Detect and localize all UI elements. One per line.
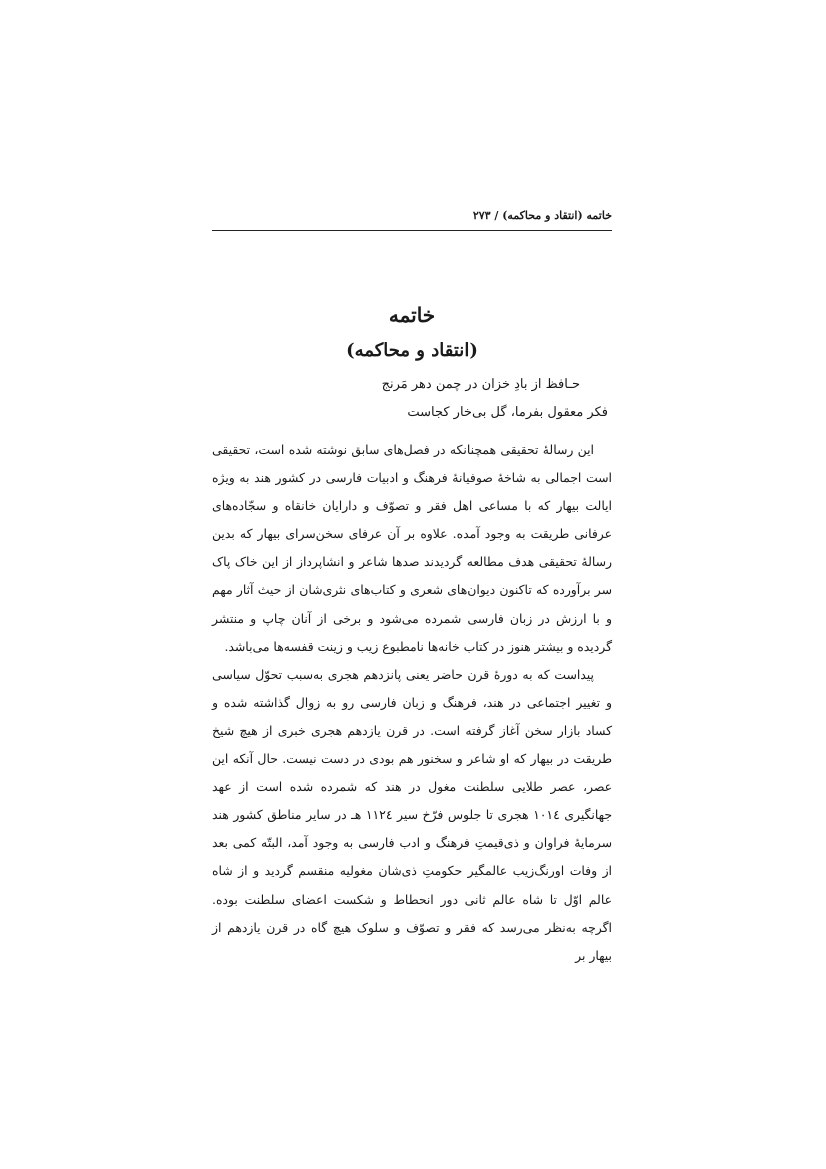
paragraph-2: پیداست که به دورهٔ قرن حاضر یعنی پانزدهم هجری به‌سبب تحوّل سیاسی و تغییر اجتماعی در هند، فرهنگ و زبان فارسی رو به زوال گذاشته شده و کساد بازار سخن آغاز گرفته است. در قرن یازدهم هجری خبری از هیچ شیخ طریقت در بیهار که او شاعر و سخنور هم بودی در دست نیست. حال آنکه این عصر، عصر طلایی سلطنت مغول در هند که شمرده شده است از عهد جهانگیری ۱۰۱٤ هجری تا جلوس فرّخ سیر ۱۱۲٤ هـ در سایر مناطق کشور هند سرمایهٔ فراوان و ذی‌قیمتِ فرهنگ و ادب فارسی به وجود آمد، البتّه کمی بعد از وفات اورنگ‌زیب عالمگیر حکومتِ ذی‌شان مغولیه منقسم گردید و از شاه عالم اوّل تا شاه عالم ثانی دور انحطاط و شکست اعضای سلطنت بوده. اگرچه به‌نظر می‌رسد که فقر و تصوّف و سلوک هیچ گاه در قرن یازدهم از بیهار بر	[212, 666, 612, 963]
chapter-subtitle: (انتقاد و محاکمه)	[346, 340, 478, 361]
paragraph-1: این رسالهٔ تحقیقی همچنانکه در فصل‌های سابق نوشته شده است، تحقیقی است اجمالی به شاخهٔ صوفیانهٔ فرهنگ و ادبیات فارسی در کشور هند به ویژه ایالت بیهار که با مساعی اهل فقر و تصوّف و دارایان خانقاه و سجّاده‌های عرفانی طریقت به وجود آمده. علاوه بر آن عرفای سخن‌سرای بیهار که بدین رسالهٔ تحقیقی هدف مطالعه گردیدند صدها شاعر و انشاپرداز از این خاک پاک سر برآورده که تاکنون دیوان‌های شعری و کتاب‌های نثری‌شان از حیث آثار مهم و با ارزش در زبان فارسی شمرده می‌شود و برخی از آنان چاپ و منتشر گردیده و بیشتر هنوز در کتاب خانه‌ها نامطبوع زیب و زینت قفسه‌ها می‌باشد.	[212, 442, 612, 654]
chapter-title: خاتمه	[388, 303, 436, 327]
body-text	[212, 436, 612, 970]
verse-line-1-text: حـافظ از بادِ خزان در چمن دهر مَرنج	[381, 377, 580, 392]
verse-line-2-text: فکر معقول بفرما، گل بی‌خار کجاست	[407, 405, 608, 420]
page-header	[212, 204, 612, 231]
verse-line-2	[212, 405, 612, 420]
running-head: خاتمه (انتقاد و محاکمه) / ۲۷۳	[472, 209, 612, 222]
verse-line-1	[212, 377, 612, 392]
